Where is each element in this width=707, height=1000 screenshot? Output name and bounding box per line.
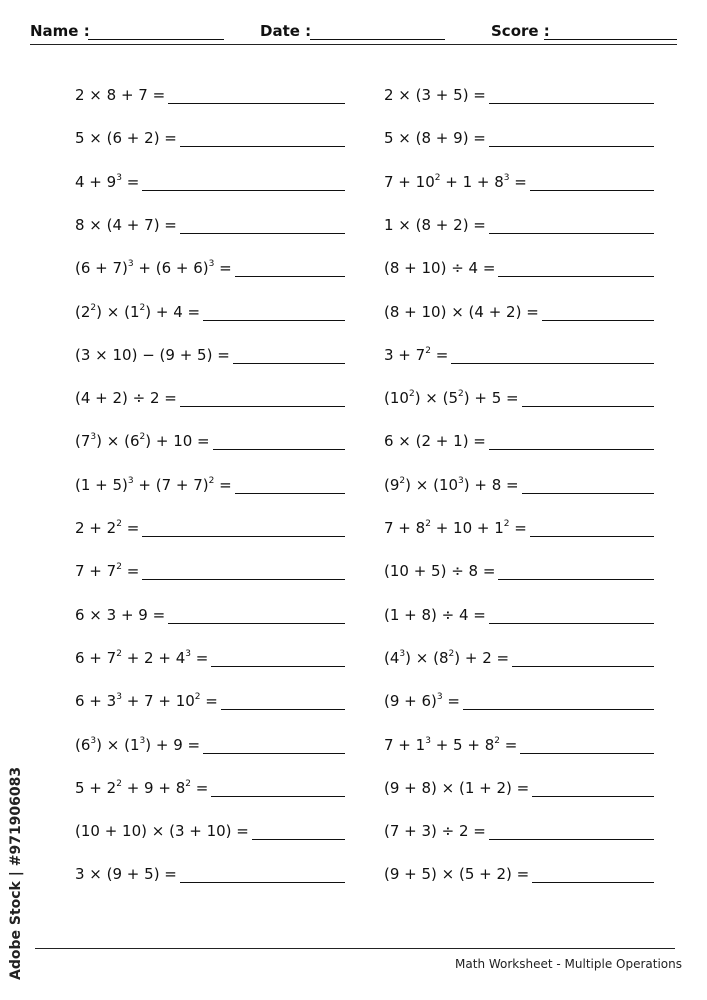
- problem-expression: $(9 + 6)^3$ =: [384, 692, 460, 711]
- name-blank-line: [88, 39, 224, 40]
- problem-expression: 5 × (6 + 2) =: [75, 129, 177, 148]
- problem-expression: $(2^2) \times (1^2) + 4$ =: [75, 302, 201, 321]
- score-field: [491, 20, 677, 42]
- problem-item: [75, 123, 345, 147]
- problem-expression: $6 + 3^3 + 7 + 10^2$ =: [75, 692, 218, 711]
- problem-expression: (10 + 5) ÷ 8 =: [384, 562, 496, 581]
- problem-item: [384, 383, 654, 407]
- problem-expression: $(10^2) \times (5^2) + 5$ =: [384, 389, 519, 408]
- answer-blank[interactable]: [180, 215, 345, 234]
- problem-expression: $4 + 9^3$ =: [75, 172, 140, 191]
- answer-blank[interactable]: [489, 605, 654, 624]
- problem-expression: 8 × (4 + 7) =: [75, 215, 177, 234]
- answer-blank[interactable]: [168, 85, 345, 104]
- problem-item: [75, 513, 345, 537]
- problem-expression: $7 + 8^2 + 10 + 1^2$ =: [384, 519, 527, 537]
- answer-blank[interactable]: [142, 172, 345, 191]
- problem-item: [384, 816, 654, 840]
- answer-blank[interactable]: [489, 431, 654, 450]
- date-field: [260, 20, 445, 42]
- footer-title: Math Worksheet - Multiple Operations: [455, 957, 682, 971]
- problem-item: [384, 859, 654, 883]
- problem-item: [75, 556, 345, 580]
- footer-divider: [35, 948, 675, 949]
- answer-blank[interactable]: [211, 648, 345, 667]
- score-blank-line: [544, 39, 677, 40]
- problem-item: [384, 123, 654, 147]
- problem-item: [384, 297, 654, 321]
- problem-expression: $(1 + 5)^3 + (7 + 7)^2$ =: [75, 475, 232, 494]
- answer-blank[interactable]: [235, 475, 345, 494]
- answer-blank[interactable]: [463, 691, 654, 710]
- problem-expression: 5 × (8 + 9) =: [384, 129, 486, 148]
- problem-expression: 1 × (8 + 2) =: [384, 215, 486, 234]
- problem-item: [75, 859, 345, 883]
- problem-item: [384, 556, 654, 580]
- watermark-text: Adobe Stock | #971906083: [8, 766, 24, 980]
- problem-expression: 2 × 8 + 7 =: [75, 86, 166, 104]
- answer-blank[interactable]: [489, 85, 654, 104]
- answer-blank[interactable]: [180, 864, 345, 883]
- problem-expression: $(6^3) \times (1^3) + 9$ =: [75, 735, 201, 754]
- problem-item: [384, 513, 654, 537]
- problem-item: [75, 600, 345, 624]
- problem-item: [384, 773, 654, 797]
- score-label: Score :: [491, 22, 550, 40]
- problem-item: [75, 426, 345, 450]
- problem-item: [75, 686, 345, 710]
- problem-expression: $3 + 7^2$ =: [384, 345, 449, 364]
- problem-item: [75, 470, 345, 494]
- problem-item: [75, 210, 345, 234]
- problem-item: [384, 686, 654, 710]
- answer-blank[interactable]: [532, 864, 654, 883]
- answer-blank[interactable]: [520, 735, 654, 754]
- problem-expression: (9 + 8) × (1 + 2) =: [384, 778, 530, 797]
- problem-item: [75, 730, 345, 754]
- answer-blank[interactable]: [203, 302, 345, 321]
- answer-blank[interactable]: [211, 778, 345, 797]
- problem-expression: (1 + 8) ÷ 4 =: [384, 605, 486, 624]
- stock-watermark: [8, 760, 26, 980]
- date-label: Date :: [260, 22, 312, 40]
- problem-item: [384, 730, 654, 754]
- answer-blank[interactable]: [522, 475, 654, 494]
- problem-item: [75, 340, 345, 364]
- answer-blank[interactable]: [252, 821, 345, 840]
- problem-expression: $2 + 2^2$ =: [75, 519, 140, 537]
- problem-expression: $(7^3) \times (6^2) + 10$ =: [75, 432, 210, 451]
- answer-blank[interactable]: [221, 691, 345, 710]
- problem-item: [384, 210, 654, 234]
- answer-blank[interactable]: [142, 561, 345, 580]
- problem-expression: $5 + 2^2 + 9 + 8^2$ =: [75, 778, 209, 797]
- problem-item: [384, 600, 654, 624]
- answer-blank[interactable]: [489, 128, 654, 147]
- answer-blank[interactable]: [180, 128, 345, 147]
- answer-blank[interactable]: [498, 258, 654, 277]
- answer-blank[interactable]: [530, 518, 654, 537]
- problem-expression: $(6 + 7)^3 + (6 + 6)^3$ =: [75, 259, 232, 278]
- answer-blank[interactable]: [233, 345, 345, 364]
- answer-blank[interactable]: [168, 605, 345, 624]
- problem-item: [75, 773, 345, 797]
- answer-blank[interactable]: [542, 302, 654, 321]
- problem-item: [75, 167, 345, 191]
- problem-expression: (10 + 10) × (3 + 10) =: [75, 822, 249, 841]
- problem-expression: $7 + 10^2 + 1 + 8^3$ =: [384, 172, 527, 191]
- problem-item: [75, 253, 345, 277]
- problem-expression: (9 + 5) × (5 + 2) =: [384, 865, 530, 884]
- problem-expression: $(9^2) \times (10^3) + 8$ =: [384, 475, 519, 494]
- date-blank-line: [310, 39, 445, 40]
- answer-blank[interactable]: [512, 648, 654, 667]
- problem-item: [384, 470, 654, 494]
- problem-item: [384, 80, 654, 104]
- answer-blank[interactable]: [498, 561, 654, 580]
- problem-expression: 6 × (2 + 1) =: [384, 432, 486, 451]
- answer-blank[interactable]: [142, 518, 345, 537]
- problem-item: [75, 383, 345, 407]
- problem-expression: $(4^3) \times (8^2) + 2$ =: [384, 648, 510, 667]
- problem-item: [75, 80, 345, 104]
- problem-expression: (4 + 2) ÷ 2 =: [75, 389, 177, 408]
- header-divider: [30, 44, 677, 45]
- problem-expression: 6 × 3 + 9 =: [75, 605, 166, 624]
- problem-expression: (8 + 10) × (4 + 2) =: [384, 302, 539, 321]
- answer-blank[interactable]: [532, 778, 654, 797]
- answer-blank[interactable]: [180, 388, 345, 407]
- worksheet-header: [30, 20, 677, 46]
- problem-item: [75, 297, 345, 321]
- problem-item: [384, 167, 654, 191]
- problem-item: [75, 816, 345, 840]
- answer-blank[interactable]: [203, 735, 345, 754]
- problem-item: [384, 426, 654, 450]
- problem-item: [75, 643, 345, 667]
- problem-expression: (3 × 10) − (9 + 5) =: [75, 345, 230, 364]
- problem-expression: 2 × (3 + 5) =: [384, 86, 486, 104]
- answer-blank[interactable]: [522, 388, 654, 407]
- name-field: [30, 20, 224, 42]
- problem-item: [384, 643, 654, 667]
- answer-blank[interactable]: [489, 821, 654, 840]
- answer-blank[interactable]: [489, 215, 654, 234]
- answer-blank[interactable]: [451, 345, 654, 364]
- problem-item: [384, 340, 654, 364]
- problem-expression: $7 + 1^3 + 5 + 8^2$ =: [384, 735, 518, 754]
- problem-item: [384, 253, 654, 277]
- problem-expression: 3 × (9 + 5) =: [75, 865, 177, 884]
- problem-expression: $7 + 7^2$ =: [75, 562, 140, 581]
- answer-blank[interactable]: [235, 258, 345, 277]
- problem-expression: (7 + 3) ÷ 2 =: [384, 822, 486, 841]
- name-label: Name :: [30, 22, 90, 40]
- problem-expression: $6 + 7^2 + 2 + 4^3$ =: [75, 648, 209, 667]
- problem-expression: (8 + 10) ÷ 4 =: [384, 259, 496, 278]
- answer-blank[interactable]: [213, 431, 345, 450]
- answer-blank[interactable]: [530, 172, 654, 191]
